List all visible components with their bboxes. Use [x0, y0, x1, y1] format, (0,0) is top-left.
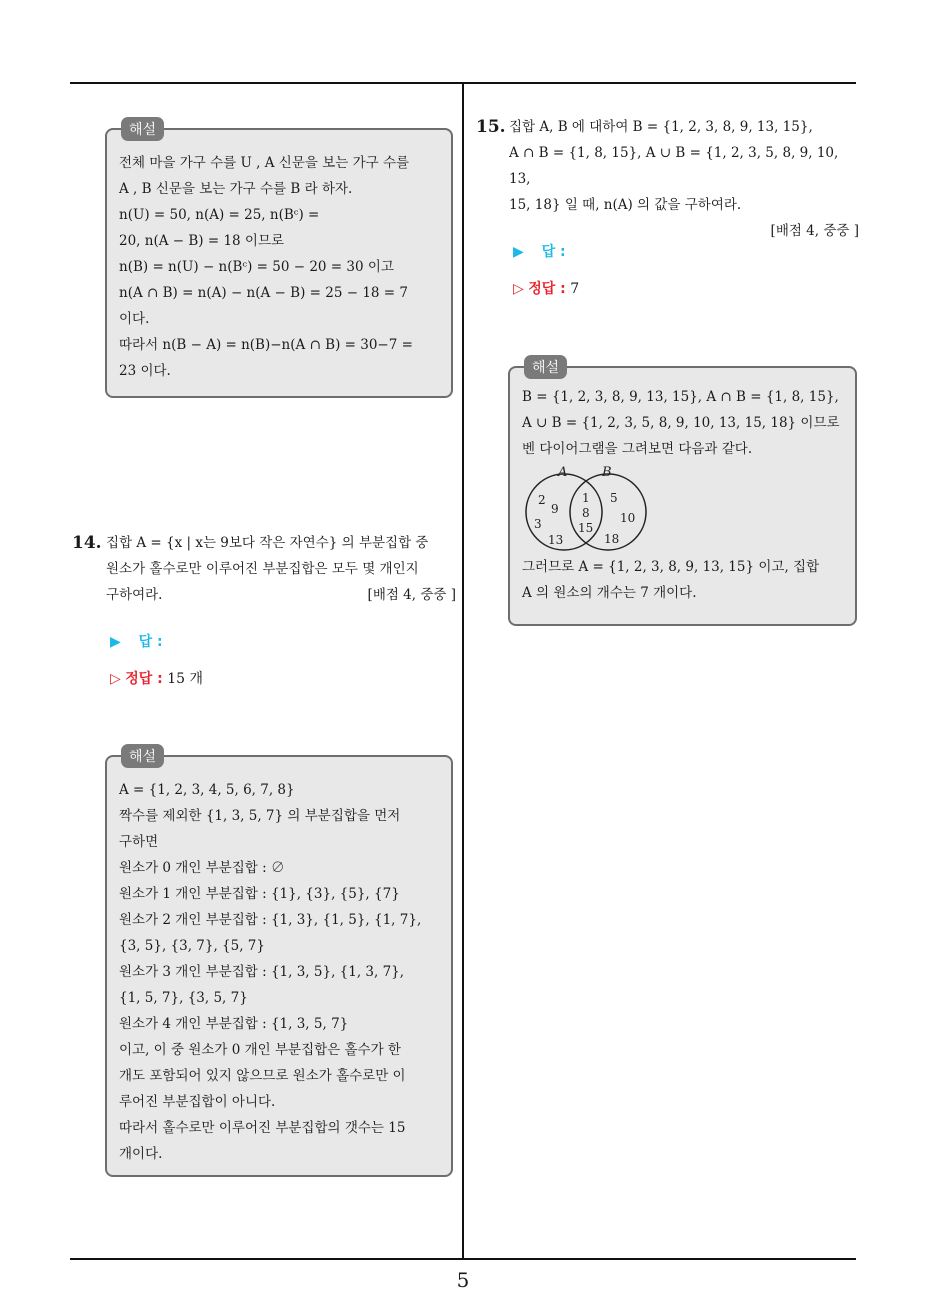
- page-number: 5: [456, 1268, 470, 1292]
- question-meta: [배점 4, 중중 ]: [367, 587, 456, 603]
- solution-line: 그러므로 A = {1, 2, 3, 8, 9, 13, 15} 이고, 집합: [522, 559, 820, 575]
- solution-line: {3, 5}, {3, 7}, {5, 7}: [119, 938, 265, 954]
- solution-line: 원소가 3 개인 부분집합 : {1, 3, 5}, {1, 3, 7},: [119, 964, 405, 980]
- solution-text: [107, 130, 451, 394]
- solution-box-15: [508, 360, 857, 626]
- solution-line: 개도 포함되어 있지 않으므로 원소가 홀수로만 이: [119, 1068, 406, 1084]
- venn-only-a-value: 13: [548, 533, 564, 547]
- solution-line: {1, 5, 7}, {3, 5, 7}: [119, 990, 248, 1006]
- column-divider: [462, 82, 464, 1259]
- question-text-15: [509, 114, 859, 244]
- outline-triangle-icon: ▷: [110, 671, 121, 687]
- solution-line: n(A ∩ B) = n(A) − n(A − B) = 25 − 18 = 7: [119, 285, 408, 301]
- solution-line: n(B) = n(U) − n(Bᶜ) = 50 − 20 = 30 이고: [119, 259, 394, 275]
- solution-line: 따라서 홀수로만 이루어진 부분집합의 갯수는 15: [119, 1120, 406, 1136]
- solution-line: 이다.: [119, 311, 150, 327]
- solution-line: 23 이다.: [119, 363, 171, 379]
- solution-line: A = {1, 2, 3, 4, 5, 6, 7, 8}: [119, 782, 295, 798]
- solution-line: 벤 다이어그램을 그려보면 다음과 같다.: [522, 441, 753, 457]
- solution-line: 루어진 부분집합이 아니다.: [119, 1094, 276, 1110]
- solution-line: A ∪ B = {1, 2, 3, 5, 8, 9, 10, 13, 15, 18} 이므로: [522, 415, 840, 431]
- play-triangle-icon: ▶: [513, 244, 524, 260]
- venn-only-a-value: 9: [551, 502, 559, 516]
- venn-only-b-value: 5: [610, 491, 618, 505]
- question-line: 집합 A = {x | x는 9보다 작은 자연수} 의 부분집합 중: [106, 535, 429, 551]
- venn-only-a-value: 2: [538, 493, 546, 507]
- solution-line: 원소가 0 개인 부분집합 : ∅: [119, 860, 285, 876]
- answer-line-14: [110, 631, 163, 651]
- solution-line: 전체 마을 가구 수를 U , A 신문을 보는 가구 수를: [119, 155, 410, 171]
- solution-line: B = {1, 2, 3, 8, 9, 13, 15}, A ∩ B = {1, 8, 15},: [522, 389, 839, 405]
- solution-line: 원소가 4 개인 부분집합 : {1, 3, 5, 7}: [119, 1016, 349, 1032]
- bottom-rule: [70, 1258, 856, 1260]
- solution-tag: 해설: [524, 355, 567, 379]
- correct-answer-line-15: [513, 278, 579, 298]
- solution-box-14: [105, 749, 453, 1177]
- venn-both-value: 1: [582, 491, 590, 505]
- correct-answer-line-14: [110, 668, 203, 688]
- correct-label: 정답 :: [125, 671, 163, 687]
- venn-both-value: 15: [578, 521, 594, 535]
- outline-triangle-icon: ▷: [513, 281, 524, 297]
- solution-line: 20, n(A − B) = 18 이므로: [119, 233, 285, 249]
- solution-tag: 해설: [121, 117, 164, 141]
- solution-line: A , B 신문을 보는 가구 수를 B 라 하자.: [119, 181, 353, 197]
- answer-label: 답 :: [138, 634, 163, 650]
- venn-both-value: 8: [582, 506, 590, 520]
- solution-box-13: [105, 122, 453, 398]
- solution-line: 개이다.: [119, 1146, 163, 1162]
- question-line: A ∩ B = {1, 8, 15}, A ∪ B = {1, 2, 3, 5, 8, 9, 10, 13,: [509, 145, 839, 187]
- venn-circle-a: [526, 474, 602, 550]
- solution-line: 따라서 n(B − A) = n(B)−n(A ∩ B) = 30−7 =: [119, 337, 413, 353]
- solution-line: 짝수를 제외한 {1, 3, 5, 7} 의 부분집합을 먼저: [119, 808, 401, 824]
- play-triangle-icon: ▶: [110, 634, 121, 650]
- question-line: 집합 A, B 에 대하여 B = {1, 2, 3, 8, 9, 13, 15},: [509, 119, 813, 135]
- question-number-15: 15.: [476, 117, 506, 137]
- solution-tag: 해설: [121, 744, 164, 768]
- solution-text: [510, 368, 855, 616]
- solution-line: A 의 원소의 개수는 7 개이다.: [522, 585, 697, 601]
- solution-text: [107, 757, 451, 1177]
- solution-line: 원소가 1 개인 부분집합 : {1}, {3}, {5}, {7}: [119, 886, 400, 902]
- question-text-14: [106, 530, 456, 608]
- question-number-14: 14.: [72, 533, 102, 553]
- answer-label: 답 :: [541, 244, 566, 260]
- solution-line: 이고, 이 중 원소가 0 개인 부분집합은 홀수가 한: [119, 1042, 401, 1058]
- solution-line: 원소가 2 개인 부분집합 : {1, 3}, {1, 5}, {1, 7},: [119, 912, 422, 928]
- answer-line-15: [513, 241, 566, 261]
- question-line: 15, 18} 일 때, n(A) 의 값을 구하여라.: [509, 197, 742, 213]
- venn-label-b: B: [602, 465, 612, 480]
- correct-label: 정답 :: [528, 281, 566, 297]
- venn-only-b-value: 18: [604, 532, 620, 546]
- solution-line: 구하면: [119, 834, 159, 850]
- venn-only-b-value: 10: [620, 511, 636, 525]
- venn-label-a: A: [558, 465, 568, 480]
- correct-value: 15 개: [167, 671, 204, 687]
- venn-only-a-value: 3: [534, 517, 542, 531]
- venn-diagram: [522, 464, 662, 554]
- correct-value: 7: [570, 281, 580, 297]
- solution-line: n(U) = 50, n(A) = 25, n(Bᶜ) =: [119, 207, 320, 223]
- question-line: 원소가 홀수로만 이루어진 부분집합은 모두 몇 개인지: [106, 561, 419, 577]
- question-meta: [배점 4, 중중 ]: [770, 223, 859, 239]
- question-line: 구하여라.: [106, 587, 163, 603]
